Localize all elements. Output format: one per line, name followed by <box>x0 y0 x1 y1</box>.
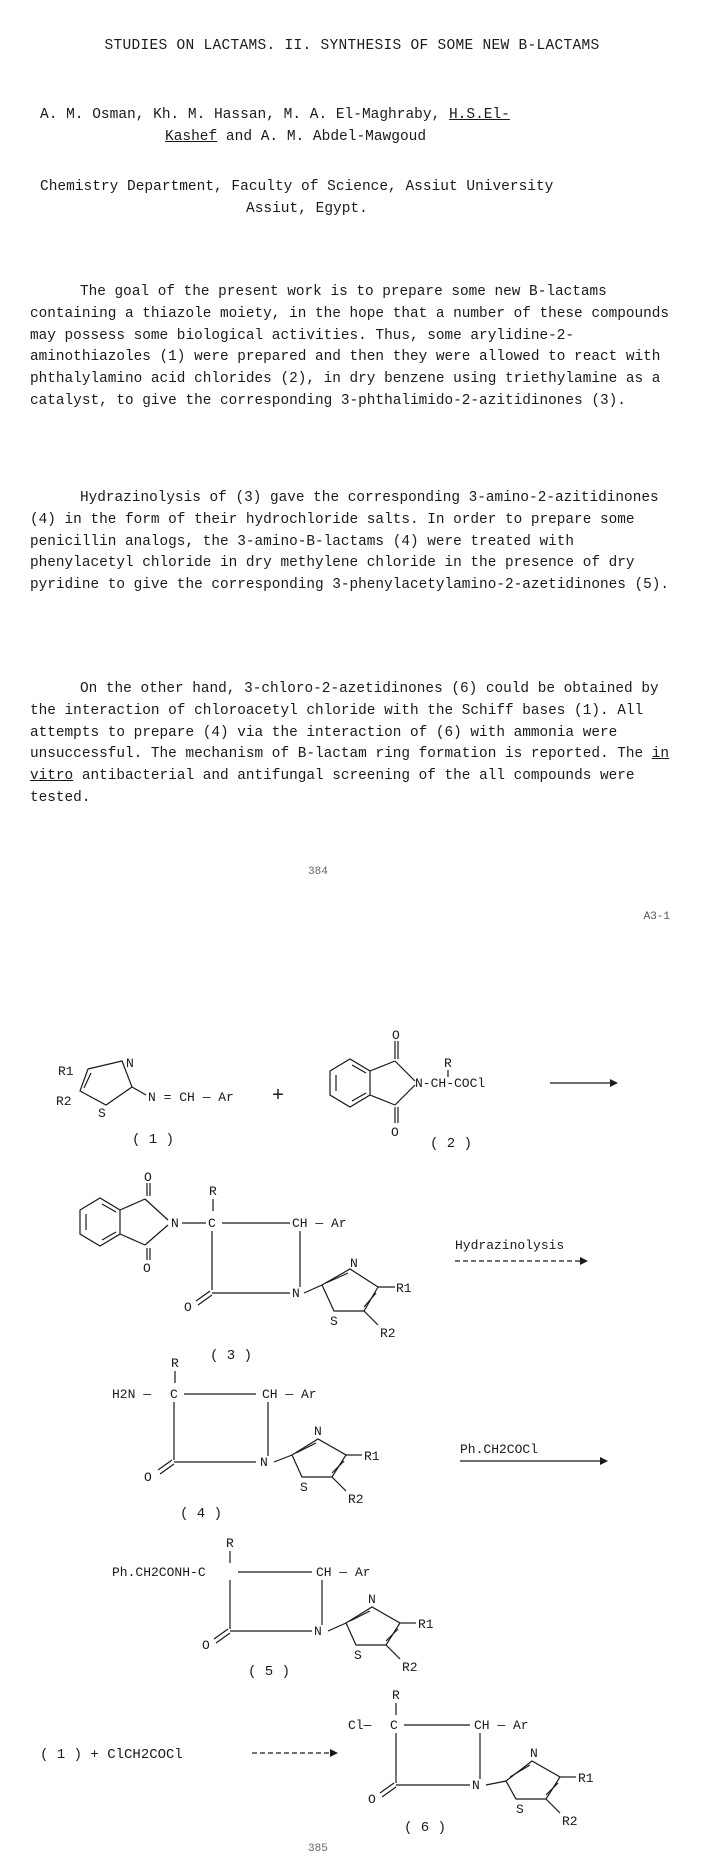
azomethine-label: N = CH — Ar <box>148 1090 234 1105</box>
atom-s-thz-6: S <box>516 1802 524 1817</box>
authors-underlined-2: Kashef <box>165 129 218 145</box>
atom-n-lactam-5: N <box>314 1624 322 1639</box>
atom-s: S <box>98 1106 106 1121</box>
compound-6-label: ( 6 ) <box>404 1820 447 1836</box>
oxygen-lactam-5: O <box>202 1638 210 1653</box>
atom-s-thz-3: S <box>330 1314 338 1329</box>
compound-5-label: ( 5 ) <box>248 1664 291 1680</box>
atom-n-thz-4: N <box>314 1424 322 1439</box>
compound-6-structure <box>348 1688 594 1836</box>
oxygen-top: O <box>392 1028 400 1043</box>
compound-3-structure <box>80 1170 412 1364</box>
reagent-4-label: Ph.CH2COCl <box>460 1442 539 1457</box>
page-code: A3-1 <box>643 911 670 923</box>
page-1 <box>0 0 704 915</box>
compound-3-label: ( 3 ) <box>210 1348 253 1364</box>
page-2 <box>0 911 704 1872</box>
oxygen-bottom-3: O <box>143 1261 151 1276</box>
authors-underlined: H.S.El- <box>448 107 510 123</box>
bottom-equation: ( 1 ) + ClCH2COCl <box>40 1747 183 1763</box>
oxygen-bottom: O <box>391 1125 399 1140</box>
atom-s-thz-5: S <box>354 1648 362 1663</box>
label-r1: R1 <box>58 1064 74 1079</box>
ch-ar-6: CH — Ar <box>474 1718 529 1733</box>
ph-ch2conh-label: Ph.CH2CONH-C <box>112 1565 206 1580</box>
atom-n-3: N <box>171 1216 179 1231</box>
atom-n-thz-3: N <box>350 1256 358 1271</box>
ch-ar-3: CH — Ar <box>292 1216 347 1231</box>
oxygen-top-3: O <box>144 1170 152 1185</box>
r1-6: R1 <box>578 1771 594 1786</box>
r2-6: R2 <box>562 1814 578 1829</box>
h2n-label: H2N — <box>112 1387 152 1402</box>
paragraph-3-end: antibacterial and antifungal screening of the all compounds were tested. <box>30 768 635 806</box>
r1-5: R1 <box>418 1617 434 1632</box>
paragraph-1-text: The goal of the present work is to prepare some new B-lactams containing a thiazole moiety, in the hope that a number of these compounds may possess some biological activities. Thus, some arylidine-2-aminothiazoles (1) were prepared and then they were allowed to react with phthalylamino acid chlorides (2), in dry benzene using triethylamine as a catalyst, to give the corresponding 3-phthalimido-2-azitidinones (3). <box>30 284 670 409</box>
abstract-paragraph-2 <box>30 488 670 597</box>
compound-2-structure <box>330 1028 485 1152</box>
atom-n: N <box>126 1056 134 1071</box>
plus-sign: + <box>272 1085 285 1108</box>
abstract-paragraph-3 <box>30 679 670 810</box>
hydrazinolysis-label: Hydrazinolysis <box>455 1238 565 1253</box>
ch-ar-5: CH — Ar <box>316 1565 371 1580</box>
affiliation <box>40 176 670 220</box>
authors-part: A. M. Osman, Kh. M. Hassan, M. A. El-Maghraby, <box>40 107 449 123</box>
atom-c-3: C <box>208 1216 216 1231</box>
reaction-scheme <box>0 915 704 1855</box>
atom-c-6: C <box>390 1718 398 1733</box>
atom-n-lactam-3: N <box>292 1286 300 1301</box>
label-r-4: R <box>171 1356 179 1371</box>
r2-3: R2 <box>380 1326 396 1341</box>
paper-title: STUDIES ON LACTAMS. II. SYNTHESIS OF SOME NEW B-LACTAMS <box>104 38 600 54</box>
atom-n-thz-6: N <box>530 1746 538 1761</box>
oxygen-lactam-6: O <box>368 1792 376 1807</box>
label-r-5: R <box>226 1536 234 1551</box>
atom-c-4: C <box>170 1387 178 1402</box>
compound-4-label: ( 4 ) <box>180 1506 223 1522</box>
authors <box>40 104 660 148</box>
oxygen-lactam-3: O <box>184 1300 192 1315</box>
atom-n-lactam-6: N <box>472 1778 480 1793</box>
atom-s-thz-4: S <box>300 1480 308 1495</box>
cl-label: Cl— <box>348 1718 372 1733</box>
r1-4: R1 <box>364 1449 380 1464</box>
affiliation-line-2: Assiut, Egypt. <box>246 201 368 217</box>
r1-3: R1 <box>396 1281 412 1296</box>
atom-n-thz-5: N <box>368 1592 376 1607</box>
compound-5-structure <box>112 1536 434 1680</box>
compound-2-label: ( 2 ) <box>430 1136 473 1152</box>
label-r: R <box>444 1056 452 1071</box>
compound-1-structure <box>56 1056 234 1148</box>
oxygen-lactam-4: O <box>144 1470 152 1485</box>
abstract-paragraph-1 <box>30 282 670 413</box>
page-number-1: 384 <box>308 866 328 878</box>
affiliation-line-1: Chemistry Department, Faculty of Science, Assiut University <box>40 179 554 195</box>
page-number-2: 385 <box>308 1843 328 1855</box>
in-vitro-underlined: in vitro <box>30 746 670 785</box>
label-r-6: R <box>392 1688 400 1703</box>
compound-1-label: ( 1 ) <box>132 1132 175 1148</box>
paragraph-2-text: Hydrazinolysis of (3) gave the corresponding 3-amino-2-azitidinones (4) in the form of their hydrochloride salts. In order to prepare some penicillin analogs, the 3-amino-B-lactams (4) were treated with phenylacetyl chloride in dry methylene chloride in the presence of dry pyridine to give the corresponding 3-phenylacetylamino-2-azetidinones (5). <box>30 490 670 594</box>
atom-n-lactam-4: N <box>260 1455 268 1470</box>
acyl-label: N-CH-COCl <box>415 1076 486 1091</box>
label-r2: R2 <box>56 1094 72 1109</box>
r2-4: R2 <box>348 1492 364 1507</box>
compound-4-structure <box>112 1356 380 1522</box>
r2-5: R2 <box>402 1660 418 1675</box>
label-r-3: R <box>209 1184 217 1199</box>
ch-ar-4: CH — Ar <box>262 1387 317 1402</box>
authors-part-2: and A. M. Abdel-Mawgoud <box>217 129 427 145</box>
paragraph-3-text: On the other hand, 3-chloro-2-azetidinones (6) could be obtained by the interaction of chloroacetyl chloride with the Schiff bases (1). All attempts to prepare (4) via the interaction of (6) with ammonia were unsuccessful. The mechanism of B-lactam ring formation is reported. The <box>30 681 659 763</box>
